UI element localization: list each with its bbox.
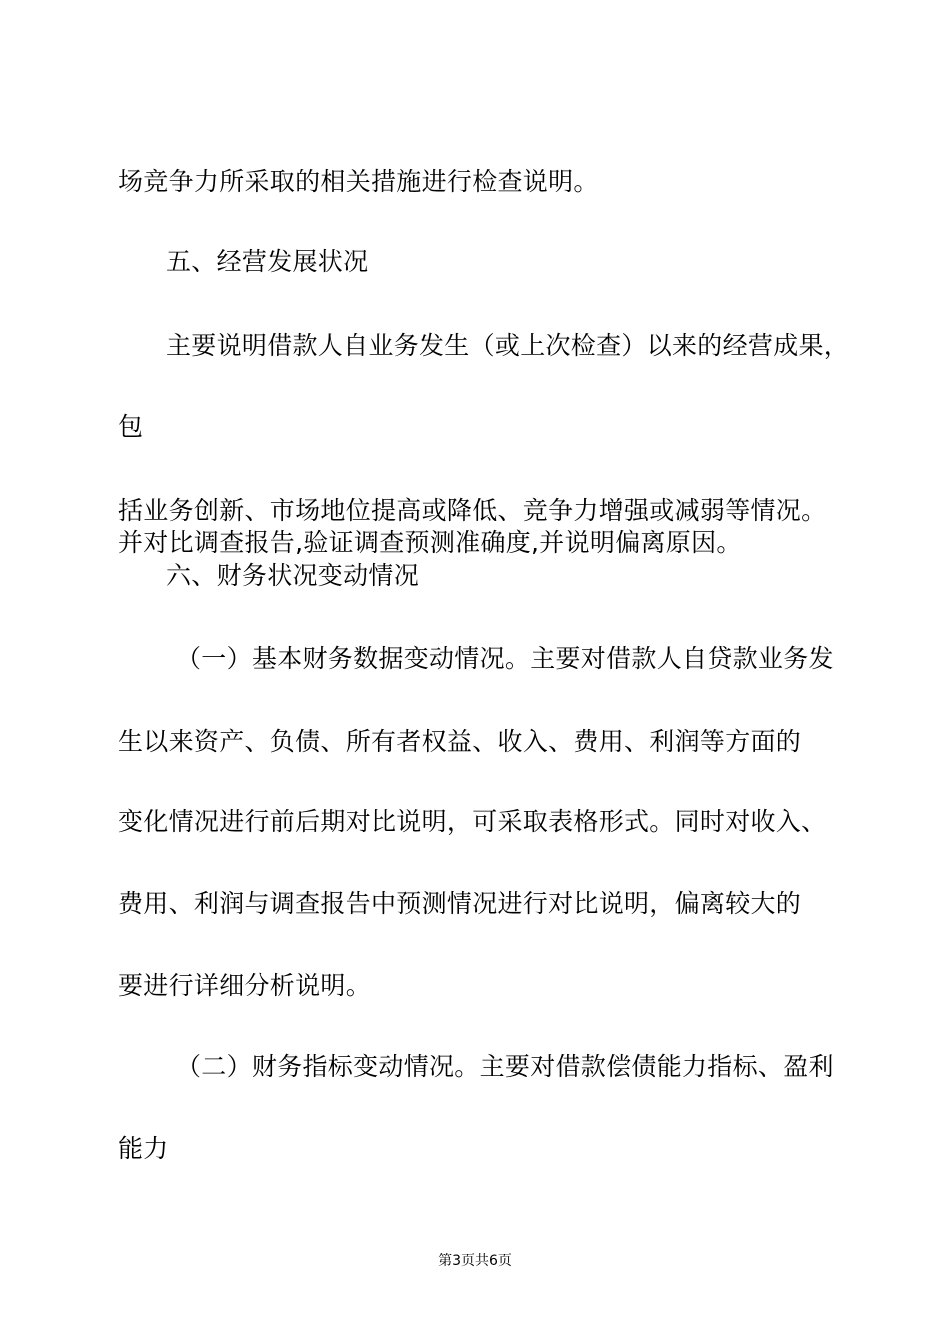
paragraph-line: 主要说明借款人自业务发生（或上次检查）以来的经营成果， xyxy=(166,331,850,360)
paragraph-line: 括业务创新、市场地位提高或降低、竞争力增强或减弱等情况。 xyxy=(118,496,827,525)
section-heading-6: 六、财务状况变动情况 xyxy=(166,561,420,590)
paragraph-line: 要进行详细分析说明。 xyxy=(118,971,372,1000)
paragraph-line: 包 xyxy=(118,412,144,441)
subsection-heading-1: （一）基本财务数据变动情况。主要对借款人自贷款业务发 xyxy=(176,644,834,673)
paragraph-line: 并对比调查报告,验证调查预测准确度,并说明偏离原因。 xyxy=(118,528,742,557)
paragraph-line: 变化情况进行前后期对比说明，可采取表格形式。同时对收入、 xyxy=(118,807,827,836)
paragraph-line: 场竞争力所采取的相关措施进行检查说明。 xyxy=(118,167,599,196)
section-heading-5: 五、经营发展状况 xyxy=(166,247,369,276)
subsection-heading-2: （二）财务指标变动情况。主要对借款偿债能力指标、盈利 xyxy=(176,1052,834,1081)
paragraph-line: 费用、利润与调查报告中预测情况进行对比说明，偏离较大的 xyxy=(118,889,802,918)
paragraph-line: 生以来资产、负债、所有者权益、收入、费用、利润等方面的 xyxy=(118,727,802,756)
page-number: 第3页共6页 xyxy=(438,1253,512,1269)
paragraph-line: 能力 xyxy=(118,1134,169,1163)
